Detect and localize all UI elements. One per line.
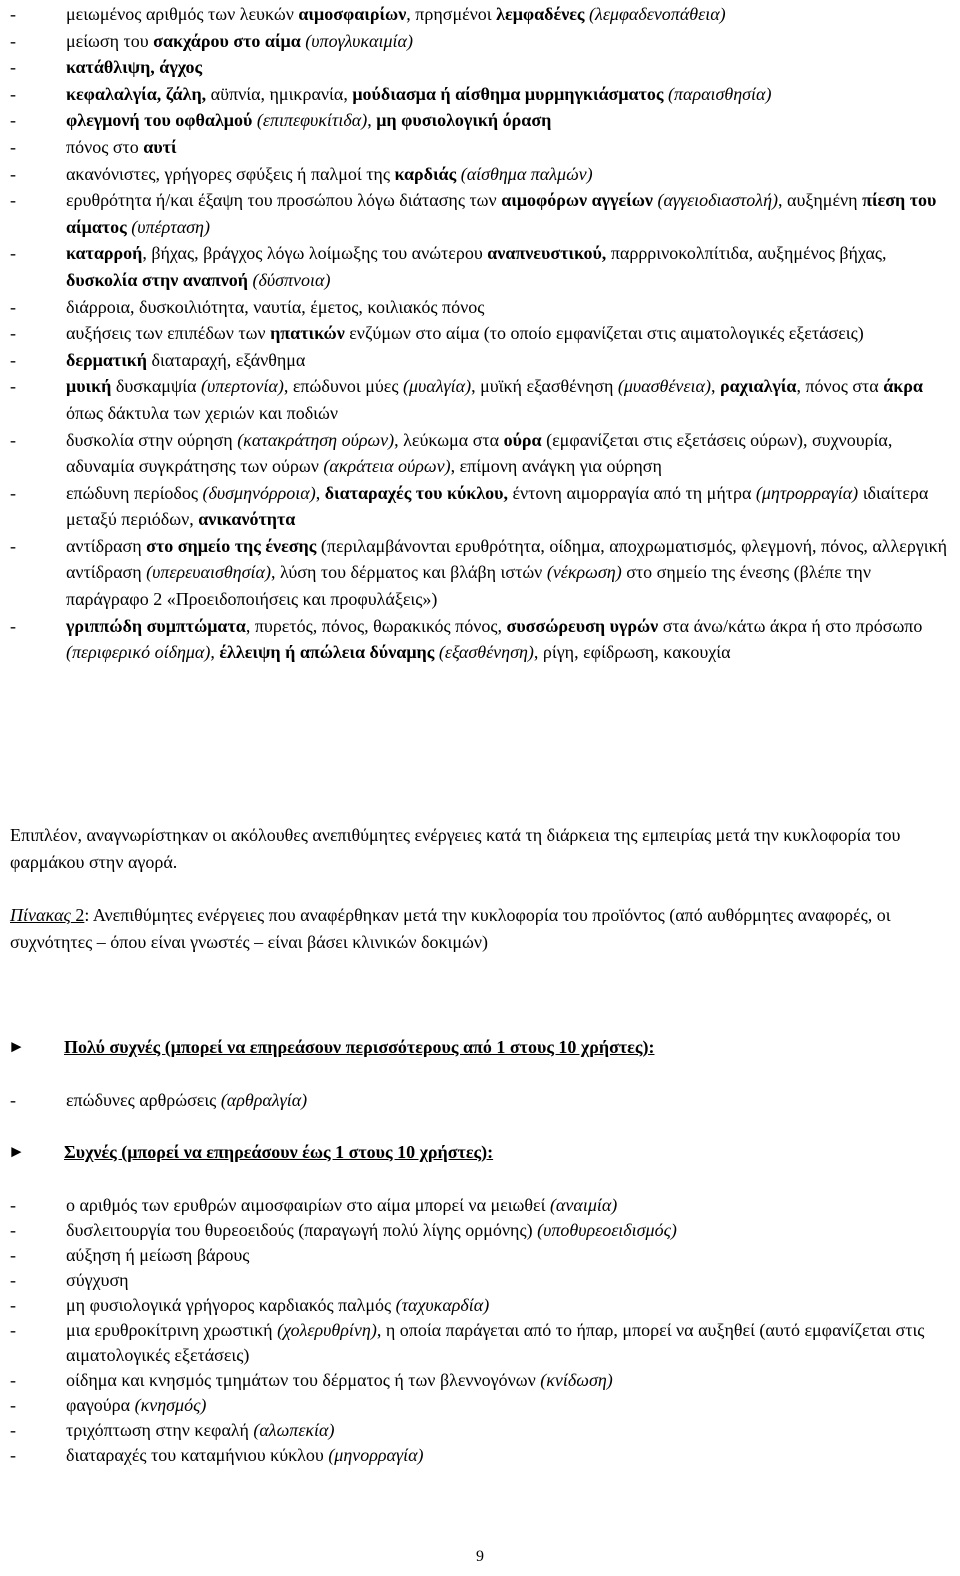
text-run: (κνίδωση) <box>540 1370 613 1390</box>
text-run: σακχάρου στο αίμα <box>153 30 301 51</box>
list-item-text <box>66 347 950 374</box>
text-run: , βήχας, βράγχος λόγω λοίμωξης του ανώτερου <box>142 243 488 264</box>
text-run: ενζύμων στο αίμα (το οποίο εμφανίζεται στις αιματολογικές εξετάσεις) <box>344 323 864 344</box>
list-item <box>10 187 950 240</box>
text-run: (δυσμηνόρροια) <box>202 482 316 503</box>
text-run: μειωμένος αριθμός των λευκών <box>66 4 299 24</box>
dash-bullet: - <box>10 1395 16 1415</box>
text-run: (επιπεφυκίτιδα) <box>256 110 368 131</box>
text-run: ακανόνιστες, γρήγορες σφύξεις ή παλμοί της <box>66 163 395 184</box>
list-item <box>10 1393 950 1418</box>
list-item <box>10 1268 950 1293</box>
page-number: 9 <box>476 1548 484 1565</box>
text-run: δερματική <box>66 349 148 370</box>
common-heading-text: Συχνές (μπορεί να επηρεάσουν έως 1 στους 10 χρήστες): <box>64 1142 494 1162</box>
text-run: παρρρινοκολπίτιδα, αυξημένος βήχας, <box>606 243 887 264</box>
text-run: (αγγειοδιαστολή) <box>657 190 779 211</box>
dash-bullet: - <box>10 4 16 24</box>
text-run: (εμφανίζεται στις εξετάσεις ούρων), συχνουρία, αδυναμία συγκράτησης των ούρων <box>66 429 893 477</box>
text-run: (μηνορραγία) <box>328 1445 424 1465</box>
very-common-list <box>10 1088 950 1113</box>
text-run: αντίδραση <box>66 535 147 556</box>
text-run: όπως δάκτυλα των χεριών και ποδιών <box>66 402 339 423</box>
dash-bullet: - <box>10 243 16 264</box>
text-run: (μητρορραγία) <box>755 482 859 503</box>
text-run: μη φυσιολογική όραση <box>376 110 552 131</box>
list-item <box>10 1443 950 1468</box>
dash-bullet: - <box>10 349 16 370</box>
text-run: , ρίγη, εφίδρωση, κακουχία <box>533 642 731 663</box>
list-item <box>10 533 950 613</box>
dash-bullet: - <box>10 1295 16 1315</box>
very-common-heading <box>8 1034 948 1060</box>
list-item <box>10 134 950 161</box>
dash-bullet: - <box>10 429 16 450</box>
text-run: οίδημα και κνησμός τμημάτων του δέρματος ή των βλεννογόνων <box>66 1370 541 1390</box>
dash-bullet: - <box>10 296 16 317</box>
table-caption-text: : Ανεπιθύμητες ενέργειες που αναφέρθηκαν μετά την κυκλοφορία του προϊόντος (από αυθόρμητες αναφορές, οι συχνότητες – όπου είναι γνωστές – είναι βάσει κλινικών δοκιμών) <box>10 905 891 952</box>
text-run: (ακράτεια ούρων) <box>323 456 451 477</box>
text-run: μούδιασμα ή αίσθημα μυρμηγκιάσματος <box>352 83 664 104</box>
text-run: (αλωπεκία) <box>253 1420 335 1440</box>
very-common-heading-text: Πολύ συχνές (μπορεί να επηρεάσουν περισσότερους από 1 στους 10 χρήστες): <box>64 1037 655 1057</box>
text-run: ούρα <box>503 429 542 450</box>
list-item-text <box>66 613 950 666</box>
text-run: στο σημείο της ένεσης <box>146 535 317 556</box>
text-run: , μυϊκή εξασθένηση <box>471 376 618 397</box>
list-item <box>10 347 950 374</box>
post-marketing-paragraph: Επιπλέον, αναγνωρίστηκαν οι ακόλουθες ανεπιθύμητες ενέργειες κατά τη διάρκεια της εμπειρίας μετά την κυκλοφορία του φαρμάκου στην αγορά. <box>10 825 901 872</box>
dash-bullet: - <box>10 615 16 636</box>
list-item-text <box>66 1443 950 1468</box>
text-run: (χολερυθρίνη) <box>277 1320 377 1340</box>
list-item <box>10 1368 950 1393</box>
list-item-text <box>66 1268 950 1293</box>
side-effects-list <box>10 1 950 666</box>
dash-bullet: - <box>10 1445 16 1465</box>
list-item <box>10 480 950 533</box>
text-run: γριππώδη συμπτώματα <box>66 615 246 636</box>
dash-bullet: - <box>10 83 16 104</box>
text-run: (υπογλυκαιμία) <box>305 30 413 51</box>
list-item-text <box>66 1193 950 1218</box>
text-run: , <box>710 376 720 397</box>
table-caption <box>10 902 955 955</box>
text-run: έντονη αιμορραγία από τη μήτρα <box>507 482 756 503</box>
list-item-text <box>66 1393 950 1418</box>
text-run: (νέκρωση) <box>546 562 622 583</box>
text-run: , πόνος στα <box>796 376 884 397</box>
text-run: , λύση του δέρματος και βλάβη ιστών <box>270 562 547 583</box>
list-item-text <box>66 1 950 28</box>
list-item-text <box>66 187 950 240</box>
text-run: , πρησμένοι <box>406 4 497 24</box>
list-item-text <box>66 28 950 55</box>
text-run: δυσκαμψία <box>111 376 201 397</box>
text-run: , επώδυνοι μύες <box>283 376 403 397</box>
text-run: , πυρετός, πόνος, θωρακικός πόνος, <box>245 615 507 636</box>
text-run: τριχόπτωση στην κεφαλή <box>66 1420 254 1440</box>
list-item-text <box>66 134 950 161</box>
list-item <box>10 613 950 666</box>
text-run: δυσκολία στην αναπνοή <box>66 269 249 290</box>
text-run: διαταραχές του καταμήνιου κύκλου <box>66 1445 329 1465</box>
list-item-text <box>66 107 950 134</box>
text-run: στο σημείο της ένεσης (βλέπε την παράγραφο 2 «Προειδοποιήσεις και προφυλάξεις») <box>66 562 871 610</box>
list-item <box>10 81 950 108</box>
common-list <box>10 1193 950 1468</box>
list-item-text <box>66 161 950 188</box>
table-caption-label: Πίνακας 2 <box>10 905 85 925</box>
text-run: , επίμονη ανάγκη για ούρηση <box>450 456 662 477</box>
text-run: (περιλαμβάνονται ερυθρότητα, οίδημα, αποχρωματισμός, φλεγμονή, πόνος, αλλεργική αντίδραση <box>66 535 948 583</box>
list-item <box>10 320 950 347</box>
list-item-text <box>66 1218 950 1243</box>
list-item-text <box>66 81 950 108</box>
list-item-text <box>66 427 950 480</box>
text-run: επώδυνη περίοδος <box>66 482 203 503</box>
list-item-text <box>66 373 950 426</box>
text-run: ηπατικών <box>270 323 345 344</box>
text-run: , αυξημένη <box>778 190 863 211</box>
list-item <box>10 294 950 321</box>
dash-bullet: - <box>10 1420 16 1440</box>
text-run: μη φυσιολογικά γρήγορος καρδιακός παλμός <box>66 1295 396 1315</box>
text-run: (περιφερικό οίδημα) <box>66 642 211 663</box>
list-item-text <box>66 1418 950 1443</box>
dash-bullet: - <box>10 323 16 344</box>
text-run: συσσώρευση υγρών <box>506 615 659 636</box>
list-item-text <box>66 1368 950 1393</box>
text-run: , <box>210 642 220 663</box>
dash-bullet: - <box>10 110 16 131</box>
text-run: , η οποία παράγεται από το ήπαρ, μπορεί να αυξηθεί (αυτό εμφανίζεται στις αιματολογικές εξετάσεις) <box>66 1320 925 1365</box>
text-run: ερυθρότητα ή/και έξαψη του προσώπου λόγω διάτασης των <box>66 190 502 211</box>
text-run: (υπέρταση) <box>131 216 210 237</box>
dash-bullet: - <box>10 1320 16 1340</box>
text-run: αναπνευστικού, <box>487 243 607 264</box>
dash-bullet: - <box>10 190 16 211</box>
list-item-text <box>66 1088 950 1113</box>
list-item-text <box>66 480 950 533</box>
text-run: αυτί <box>143 136 177 157</box>
dash-bullet: - <box>10 482 16 503</box>
text-run: δυσλειτουργία του θυρεοειδούς (παραγωγή πολύ λίγης ορμόνης) <box>66 1220 538 1240</box>
list-item <box>10 1418 950 1443</box>
list-item-text <box>66 1318 950 1368</box>
list-item-text <box>66 54 950 81</box>
text-run: διαταραχή, εξάνθημα <box>147 349 306 370</box>
dash-bullet: - <box>10 136 16 157</box>
text-run: ανικανότητα <box>198 509 296 530</box>
text-run: άκρα <box>883 376 923 397</box>
text-run: (υπερτονία) <box>200 376 284 397</box>
text-run: καταρροή <box>66 243 143 264</box>
text-run: μια ερυθροκίτρινη χρωστική <box>66 1320 278 1340</box>
text-run: φλεγμονή του οφθαλμού <box>66 110 253 131</box>
text-run: λεμφαδένες <box>496 4 585 24</box>
list-item <box>10 1193 950 1218</box>
dash-bullet: - <box>10 376 16 397</box>
text-run: ραχιαλγία <box>719 376 797 397</box>
list-item <box>10 1243 950 1268</box>
dash-bullet: - <box>10 1370 16 1390</box>
text-run: (αναιμία) <box>549 1195 618 1215</box>
text-run: μείωση του <box>66 30 154 51</box>
text-run: διάρροια, δυσκοιλιότητα, ναυτία, έμετος, κοιλιακός πόνος <box>66 296 485 317</box>
text-run: κατάθλιψη, άγχος <box>66 57 203 78</box>
dash-bullet: - <box>10 1220 16 1240</box>
text-run: (αρθραλγία) <box>220 1090 308 1110</box>
text-run: (ταχυκαρδία) <box>395 1295 490 1315</box>
common-heading <box>8 1139 948 1165</box>
dash-bullet: - <box>10 163 16 184</box>
text-run: επώδυνες αρθρώσεις <box>66 1090 221 1110</box>
text-run: (αίσθημα παλμών) <box>460 163 593 184</box>
text-run: (υποθυρεοειδισμός) <box>537 1220 677 1240</box>
text-run: αϋπνία, ημικρανία, <box>206 83 353 104</box>
list-item-text <box>66 240 950 293</box>
text-run: διαταραχές του κύκλου, <box>324 482 508 503</box>
triangle-bullet-icon: ► <box>8 1142 25 1161</box>
text-run: (μυασθένεια) <box>617 376 711 397</box>
list-item <box>10 28 950 55</box>
list-item <box>10 427 950 480</box>
text-run: στα άνω/κάτω άκρα ή στο πρόσωπο <box>658 615 923 636</box>
text-run: (λεμφαδενοπάθεια) <box>589 4 726 24</box>
list-item <box>10 240 950 293</box>
triangle-bullet-icon: ► <box>8 1037 25 1056</box>
text-run: , λεύκωμα στα <box>394 429 504 450</box>
list-item-text <box>66 294 950 321</box>
list-item-text <box>66 320 950 347</box>
text-run: (εξασθένηση) <box>438 642 534 663</box>
text-run: , <box>315 482 325 503</box>
text-run: αιμοφόρων αγγείων <box>501 190 653 211</box>
list-item <box>10 1218 950 1243</box>
dash-bullet: - <box>10 57 16 78</box>
text-run: (κνησμός) <box>134 1395 207 1415</box>
dash-bullet: - <box>10 30 16 51</box>
list-item <box>10 107 950 134</box>
text-run: δυσκολία στην ούρηση <box>66 429 238 450</box>
list-item-text <box>66 533 950 613</box>
text-run: μυική <box>66 376 112 397</box>
text-run: φαγούρα <box>66 1395 135 1415</box>
text-run: σύγχυση <box>66 1270 129 1290</box>
text-run: ο αριθμός των ερυθρών αιμοσφαιρίων στο αίμα μπορεί να μειωθεί <box>66 1195 550 1215</box>
text-run: κεφαλαλγία, ζάλη, <box>66 83 207 104</box>
list-item <box>10 54 950 81</box>
list-item <box>10 161 950 188</box>
text-run: , <box>367 110 377 131</box>
text-run: (υπερευαισθησία) <box>146 562 271 583</box>
text-run: (δύσπνοια) <box>252 269 331 290</box>
text-run: ιδιαίτερα μεταξύ περιόδων, <box>66 482 929 530</box>
text-run: αυξήσεις των επιπέδων των <box>66 323 271 344</box>
text-run: (μυαλγία) <box>403 376 472 397</box>
text-run: πίεση του αίματος <box>66 190 937 237</box>
text-run: (κατακράτηση ούρων) <box>237 429 395 450</box>
list-item-text <box>66 1293 950 1318</box>
list-item <box>10 373 950 426</box>
text-run: (παραισθησία) <box>667 83 772 104</box>
text-run: πόνος στο <box>66 136 144 157</box>
list-item-text <box>66 1243 950 1268</box>
text-run: αιμοσφαιρίων <box>298 4 407 24</box>
dash-bullet: - <box>10 1090 16 1110</box>
dash-bullet: - <box>10 1245 16 1265</box>
list-item <box>10 1318 950 1368</box>
text-run: έλλειψη ή απώλεια δύναμης <box>219 642 435 663</box>
dash-bullet: - <box>10 1270 16 1290</box>
text-run: καρδιάς <box>394 163 457 184</box>
list-item <box>10 1293 950 1318</box>
list-item <box>10 1088 950 1113</box>
dash-bullet: - <box>10 1195 16 1215</box>
text-run: αύξηση ή μείωση βάρους <box>66 1245 250 1265</box>
list-item <box>10 1 950 28</box>
dash-bullet: - <box>10 535 16 556</box>
